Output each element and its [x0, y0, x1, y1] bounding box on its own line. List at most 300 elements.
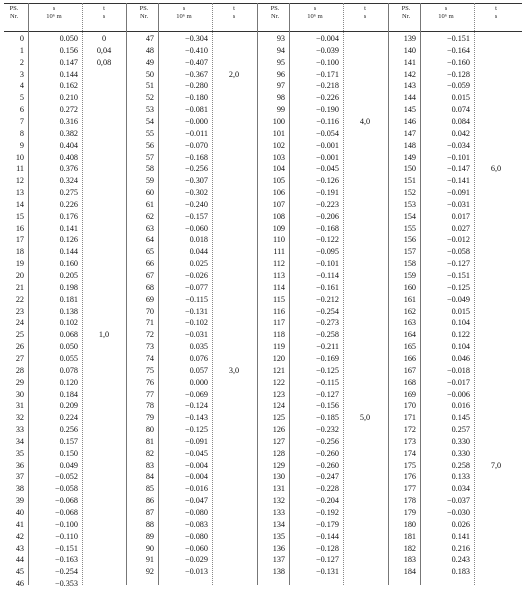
time-value — [90, 211, 118, 223]
ps-number: 162 — [403, 306, 416, 316]
time-value — [220, 258, 248, 270]
ps-number: 114 — [273, 282, 285, 292]
displacement-value: −0.226 — [315, 93, 339, 103]
ps-number: 142 — [403, 69, 416, 79]
displacement-value: 0.057 — [189, 365, 208, 375]
time-value — [482, 187, 510, 199]
ps-number: 122 — [272, 377, 285, 387]
displacement-value: −0.060 — [184, 543, 208, 553]
ps-number: 141 — [403, 57, 416, 67]
time-value — [220, 306, 248, 318]
ps-number: 103 — [272, 152, 285, 162]
ps-number: 180 — [403, 519, 416, 529]
ps-number: 117 — [273, 318, 285, 328]
time-value — [482, 116, 510, 128]
time-value — [482, 92, 510, 104]
time-value — [351, 460, 379, 472]
displacement-value: −0.039 — [315, 45, 339, 55]
displacement-value: 0.257 — [451, 425, 470, 435]
ps-number: 96 — [276, 69, 285, 79]
time-value — [351, 519, 379, 531]
ps-number: 54 — [145, 116, 154, 126]
time-value — [220, 353, 248, 365]
time-value — [90, 389, 118, 401]
column-divider — [474, 3, 475, 585]
displacement-value: −0.143 — [184, 413, 208, 423]
time-value — [351, 128, 379, 140]
time-value — [220, 57, 248, 69]
time-value — [90, 448, 118, 460]
displacement-value: −0.247 — [315, 472, 339, 482]
ps-number: 95 — [276, 57, 285, 67]
time-value — [220, 128, 248, 140]
ps-number: 28 — [15, 365, 24, 375]
header-label-top: t — [495, 5, 497, 12]
ps-number: 57 — [145, 152, 154, 162]
time-value — [351, 234, 379, 246]
displacement-value: −0.004 — [184, 472, 208, 482]
time-value — [351, 258, 379, 270]
time-value — [220, 566, 248, 578]
displacement-value: 0.015 — [451, 93, 470, 103]
displacement-value: −0.049 — [446, 294, 470, 304]
ps-number: 154 — [403, 211, 416, 221]
ps-number: 45 — [15, 567, 24, 577]
time-value — [351, 33, 379, 45]
ps-number: 132 — [272, 496, 285, 506]
displacement-value: −0.115 — [185, 294, 208, 304]
time-value — [351, 377, 379, 389]
column-divider — [212, 3, 213, 585]
ps-number: 87 — [145, 508, 154, 517]
ps-number: 169 — [403, 389, 416, 399]
time-value — [90, 460, 118, 472]
ps-number: 100 — [272, 116, 285, 126]
ps-number: 52 — [145, 93, 154, 103]
header-s-block-1 — [28, 3, 80, 31]
time-value — [90, 400, 118, 412]
time-value — [90, 163, 118, 175]
time-value — [482, 554, 510, 566]
time-value — [90, 258, 118, 270]
time-value — [482, 317, 510, 329]
header-label-bottom: 10⁶ m — [307, 13, 323, 20]
ps-number: 113 — [273, 271, 285, 280]
time-value — [351, 187, 379, 199]
time-value — [90, 519, 118, 531]
ps-number: 158 — [403, 259, 416, 269]
ps-number: 146 — [403, 116, 416, 126]
ps-number: 136 — [272, 543, 285, 553]
time-value — [90, 341, 118, 353]
ps-number: 25 — [15, 330, 24, 340]
ps-number: 15 — [15, 211, 24, 221]
displacement-value: −0.091 — [184, 436, 208, 446]
time-value — [351, 199, 379, 211]
ps-number: 160 — [403, 282, 416, 292]
header-label-top: s — [444, 5, 448, 12]
ps-number: 37 — [15, 472, 24, 482]
displacement-value: −0.037 — [446, 496, 470, 506]
displacement-value: 0.018 — [189, 235, 208, 245]
ps-number: 38 — [15, 484, 24, 494]
time-value — [220, 329, 248, 341]
time-value — [482, 543, 510, 555]
ps-number: 121 — [272, 365, 285, 375]
time-value — [220, 436, 248, 448]
time-value — [482, 33, 510, 45]
ps-number: 177 — [403, 484, 416, 494]
ps-number: 166 — [403, 353, 416, 363]
ps-number: 124 — [272, 401, 285, 411]
time-value — [482, 246, 510, 258]
header-t-block-2 — [218, 3, 250, 31]
ps-number: 168 — [403, 377, 416, 387]
displacement-value: 0.209 — [59, 401, 78, 411]
displacement-value: −0.191 — [315, 188, 339, 198]
displacement-value: 0.120 — [59, 377, 78, 387]
column-divider — [28, 3, 29, 585]
time-value — [351, 531, 379, 543]
displacement-value: −0.122 — [315, 235, 339, 245]
time-value — [351, 270, 379, 282]
time-value — [351, 92, 379, 104]
time-value — [90, 104, 118, 116]
time-value — [90, 507, 118, 519]
ps-number: 167 — [403, 365, 416, 375]
displacement-value: −0.131 — [315, 567, 339, 577]
header-label-top: t — [233, 5, 235, 12]
ps-number: 20 — [15, 271, 24, 280]
displacement-value: 0.122 — [451, 330, 470, 340]
ps-number: 151 — [403, 176, 416, 186]
ps-number: 18 — [15, 247, 24, 257]
ps-number: 34 — [15, 436, 24, 446]
displacement-value: 0.126 — [59, 235, 78, 245]
time-value — [90, 152, 118, 164]
ps-number: 44 — [15, 555, 24, 565]
displacement-value: −0.070 — [184, 140, 208, 150]
time-value — [220, 507, 248, 519]
time-value — [220, 531, 248, 543]
time-value — [90, 128, 118, 140]
time-value — [482, 365, 510, 377]
displacement-value: 0.150 — [59, 448, 78, 458]
displacement-value: −0.001 — [315, 140, 339, 150]
displacement-value: −0.280 — [184, 81, 208, 91]
displacement-value: −0.110 — [55, 531, 78, 541]
displacement-value: −0.218 — [315, 81, 339, 91]
time-value — [351, 152, 379, 164]
displacement-value: 0.042 — [451, 128, 470, 138]
displacement-value: 0.000 — [189, 377, 208, 387]
ps-number: 153 — [403, 199, 416, 209]
column-divider — [289, 3, 290, 585]
ps-number: 43 — [15, 543, 24, 553]
ps-number: 101 — [272, 128, 285, 138]
header-label-bottom: Nr. — [401, 13, 411, 20]
ps-number: 75 — [145, 365, 154, 375]
ps-number: 102 — [272, 140, 285, 150]
time-value — [351, 211, 379, 223]
displacement-value: 0.068 — [59, 330, 78, 340]
displacement-value: 0.044 — [189, 247, 208, 257]
ps-number: 105 — [272, 176, 285, 186]
ps-number: 14 — [15, 199, 24, 209]
displacement-value: −0.059 — [446, 81, 470, 91]
header-label-bottom: s — [494, 13, 498, 20]
ps-number: 31 — [15, 401, 24, 411]
displacement-value: −0.045 — [315, 164, 339, 174]
ps-number: 61 — [145, 199, 154, 209]
time-value — [90, 317, 118, 329]
displacement-value: −0.101 — [315, 259, 339, 269]
ps-number: 184 — [403, 567, 416, 577]
header-nr-block-1 — [2, 3, 26, 31]
displacement-value: −0.212 — [315, 294, 339, 304]
ps-number: 92 — [145, 567, 154, 577]
displacement-value: −0.004 — [184, 460, 208, 470]
time-value — [482, 234, 510, 246]
ps-number: 40 — [15, 508, 24, 517]
ps-number: 78 — [145, 401, 154, 411]
time-value — [220, 33, 248, 45]
time-value — [351, 175, 379, 187]
time-value — [482, 495, 510, 507]
ps-number: 11 — [16, 164, 24, 174]
header-nr-block-3 — [263, 3, 287, 31]
time-value: 0,08 — [96, 57, 112, 67]
displacement-value: −0.080 — [184, 531, 208, 541]
displacement-value: −0.101 — [446, 152, 470, 162]
time-value — [90, 199, 118, 211]
displacement-value: 0.049 — [59, 460, 78, 470]
time-value — [90, 69, 118, 81]
ps-number: 152 — [403, 188, 416, 198]
ps-number: 12 — [15, 176, 24, 186]
displacement-value: 0.272 — [59, 105, 78, 115]
displacement-value: −0.026 — [184, 271, 208, 280]
displacement-value: −0.125 — [446, 282, 470, 292]
time-value — [90, 270, 118, 282]
ps-number: 85 — [145, 484, 154, 494]
time-value — [482, 258, 510, 270]
displacement-value: 0.183 — [451, 567, 470, 577]
time-value — [351, 554, 379, 566]
displacement-value: −0.206 — [315, 211, 339, 221]
time-value — [220, 92, 248, 104]
ps-number: 30 — [15, 389, 24, 399]
time-value — [90, 471, 118, 483]
displacement-value: −0.211 — [316, 342, 339, 352]
displacement-value: −0.180 — [184, 93, 208, 103]
displacement-value: 0.408 — [59, 152, 78, 162]
ps-number: 89 — [145, 531, 154, 541]
ps-number: 149 — [403, 152, 416, 162]
displacement-value: −0.141 — [446, 176, 470, 186]
header-label-bottom: s — [232, 13, 236, 20]
displacement-value: −0.100 — [54, 519, 78, 529]
column-divider — [257, 3, 258, 585]
time-value — [482, 377, 510, 389]
ps-number: 106 — [272, 188, 285, 198]
time-value — [351, 400, 379, 412]
ps-number: 178 — [403, 496, 416, 506]
displacement-value: −0.151 — [446, 271, 470, 280]
time-value — [482, 353, 510, 365]
time-value — [220, 389, 248, 401]
ps-number: 127 — [272, 436, 285, 446]
displacement-value: −0.127 — [315, 555, 339, 565]
displacement-value: 0.258 — [451, 460, 470, 470]
displacement-value: −0.052 — [54, 472, 78, 482]
time-value — [90, 531, 118, 543]
time-value — [90, 353, 118, 365]
time-value — [351, 341, 379, 353]
ps-number: 97 — [276, 81, 285, 91]
ps-number: 90 — [145, 543, 154, 553]
header-label-bottom: Nr. — [9, 13, 19, 20]
time-value — [90, 223, 118, 235]
displacement-value: −0.169 — [315, 353, 339, 363]
ps-number: 48 — [145, 45, 154, 55]
displacement-value: −0.156 — [315, 401, 339, 411]
displacement-value: −0.204 — [315, 496, 339, 506]
displacement-value: 0.076 — [189, 353, 208, 363]
ps-number: 68 — [145, 282, 154, 292]
ps-number: 27 — [15, 353, 24, 363]
header-label-top: t — [103, 5, 105, 12]
time-value — [220, 460, 248, 472]
header-label-top: PS. — [9, 5, 19, 12]
displacement-value: −0.254 — [315, 306, 339, 316]
header-s-block-4 — [420, 3, 472, 31]
displacement-value: −0.081 — [184, 105, 208, 115]
ps-number: 82 — [145, 448, 154, 458]
time-value — [220, 448, 248, 460]
time-value — [90, 554, 118, 566]
time-value — [351, 80, 379, 92]
displacement-value: −0.054 — [315, 128, 339, 138]
ps-number: 80 — [145, 425, 154, 435]
ps-number: 155 — [403, 223, 416, 233]
ps-number: 5 — [19, 93, 24, 103]
ps-number: 171 — [403, 413, 416, 423]
time-value — [482, 270, 510, 282]
ps-number: 137 — [272, 555, 285, 565]
displacement-value: 0.376 — [59, 164, 78, 174]
displacement-value: −0.095 — [315, 247, 339, 257]
time-value — [351, 69, 379, 81]
ps-number: 143 — [403, 81, 416, 91]
time-value — [220, 270, 248, 282]
time-value — [220, 554, 248, 566]
ps-number: 50 — [145, 69, 154, 79]
time-value — [220, 519, 248, 531]
ps-number: 110 — [273, 235, 285, 245]
time-value — [351, 566, 379, 578]
time-value — [220, 211, 248, 223]
time-value — [482, 507, 510, 519]
ps-number: 81 — [145, 436, 154, 446]
ps-number: 182 — [403, 543, 416, 553]
time-value — [220, 223, 248, 235]
displacement-value: −0.223 — [315, 199, 339, 209]
time-value — [220, 400, 248, 412]
time-value — [351, 329, 379, 341]
ps-number: 58 — [145, 164, 154, 174]
time-value — [90, 175, 118, 187]
ps-number: 62 — [145, 211, 154, 221]
time-value — [90, 140, 118, 152]
time-value — [220, 246, 248, 258]
displacement-value: −0.017 — [446, 377, 470, 387]
displacement-value: −0.260 — [315, 448, 339, 458]
time-value — [90, 92, 118, 104]
displacement-value: 0.162 — [59, 81, 78, 91]
displacement-value: 0.382 — [59, 128, 78, 138]
ps-number: 123 — [272, 389, 285, 399]
time-value — [90, 234, 118, 246]
displacement-value: −0.031 — [446, 199, 470, 209]
ps-number: 70 — [145, 306, 154, 316]
header-label-bottom: s — [102, 13, 106, 20]
time-value — [482, 341, 510, 353]
time-value — [90, 282, 118, 294]
displacement-value: 0.141 — [451, 531, 470, 541]
ps-number: 183 — [403, 555, 416, 565]
ps-number: 74 — [145, 353, 154, 363]
time-value — [90, 306, 118, 318]
displacement-value: 0.160 — [59, 259, 78, 269]
time-value — [220, 483, 248, 495]
time-value — [220, 495, 248, 507]
displacement-value: −0.407 — [184, 57, 208, 67]
displacement-value: −0.018 — [446, 365, 470, 375]
ps-number: 93 — [276, 34, 285, 43]
time-value — [482, 57, 510, 69]
time-value — [482, 329, 510, 341]
displacement-value: −0.077 — [184, 282, 208, 292]
ps-number: 131 — [272, 484, 285, 494]
column-divider — [388, 3, 389, 585]
displacement-value: 0.035 — [189, 342, 208, 352]
ps-number: 10 — [15, 152, 24, 162]
time-value — [351, 140, 379, 152]
displacement-value: −0.161 — [315, 282, 339, 292]
displacement-value: −0.410 — [184, 45, 208, 55]
displacement-value: 0.330 — [451, 436, 470, 446]
time-value — [90, 377, 118, 389]
ps-number: 39 — [15, 496, 24, 506]
header-label-top: s — [182, 5, 186, 12]
ps-number: 99 — [276, 105, 285, 115]
time-value — [351, 45, 379, 57]
ps-number: 73 — [145, 342, 154, 352]
time-value — [90, 578, 118, 590]
ps-number: 144 — [403, 93, 416, 103]
time-value — [482, 531, 510, 543]
ps-number: 170 — [403, 401, 416, 411]
ps-number: 135 — [272, 531, 285, 541]
column-divider — [343, 3, 344, 585]
ps-number: 120 — [272, 353, 285, 363]
time-value — [351, 57, 379, 69]
time-value — [351, 282, 379, 294]
time-value — [220, 543, 248, 555]
displacement-value: 0.138 — [59, 306, 78, 316]
ps-number: 83 — [145, 460, 154, 470]
